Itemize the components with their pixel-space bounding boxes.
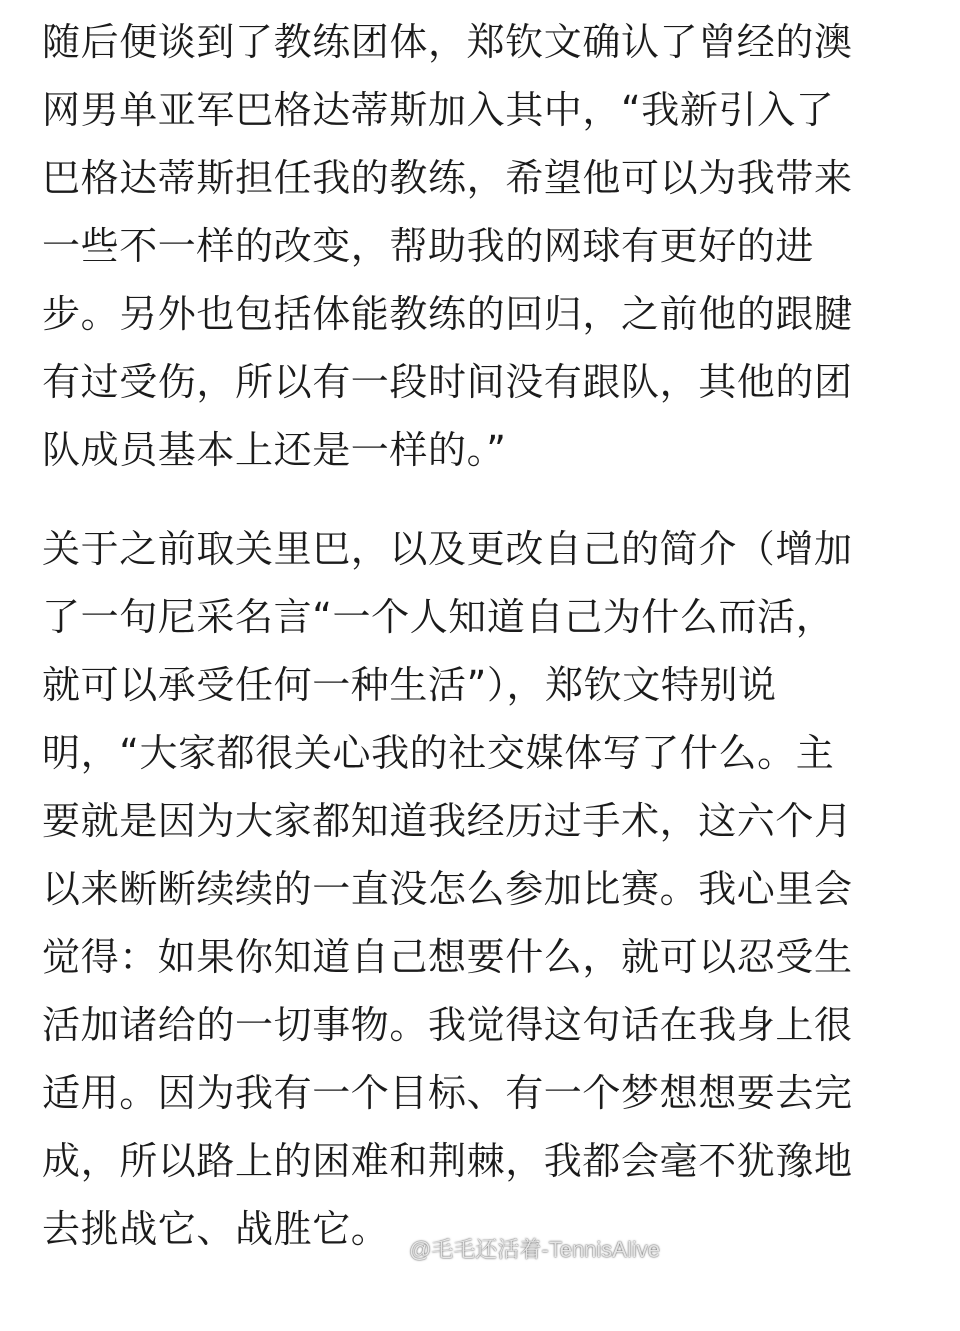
text-line: 活加诸给的一切事物。我觉得这句话在我身上很	[42, 1003, 853, 1047]
text-line: 成，所以路上的困难和荆棘，我都会毫不犹豫地	[42, 1139, 853, 1183]
text-line: 去挑战它、战胜它。	[42, 1207, 390, 1251]
text-line: 觉得：如果你知道自己想要什么，就可以忍受生	[42, 935, 853, 979]
watermark-text: @毛毛还活着-TennisAlive	[409, 1236, 660, 1262]
text-line: 关于之前取关里巴，以及更改自己的简介（增加	[42, 527, 853, 571]
weibo-icon	[375, 1237, 401, 1259]
text-line: 网男单亚军巴格达蒂斯加入其中，“我新引入了	[42, 88, 835, 132]
text-line: 有过受伤，所以有一段时间没有跟队，其他的团	[42, 360, 853, 404]
text-line: 随后便谈到了教练团体，郑钦文确认了曾经的澳	[42, 20, 853, 64]
text-line: 适用。因为我有一个目标、有一个梦想想要去完	[42, 1071, 853, 1115]
text-line: 以来断断续续的一直没怎么参加比赛。我心里会	[42, 867, 853, 911]
text-line: 就可以承受任何一种生活”），郑钦文特别说	[42, 663, 777, 707]
text-line: 了一句尼采名言“一个人知道自己为什么而活，	[42, 595, 835, 639]
text-line: 明，“大家都很关心我的社交媒体写了什么。主	[42, 731, 835, 775]
text-line: 步。另外也包括体能教练的回归，之前他的跟腱	[42, 292, 853, 336]
text-line	[42, 1263, 942, 1331]
text-line: 巴格达蒂斯担任我的教练，希望他可以为我带来	[42, 156, 853, 200]
text-line: 队成员基本上还是一样的。”	[42, 428, 507, 472]
text-line: 一些不一样的改变，帮助我的网球有更好的进	[42, 224, 815, 268]
watermark	[375, 1232, 660, 1264]
text-line: 要就是因为大家都知道我经历过手术，这六个月	[42, 799, 853, 843]
